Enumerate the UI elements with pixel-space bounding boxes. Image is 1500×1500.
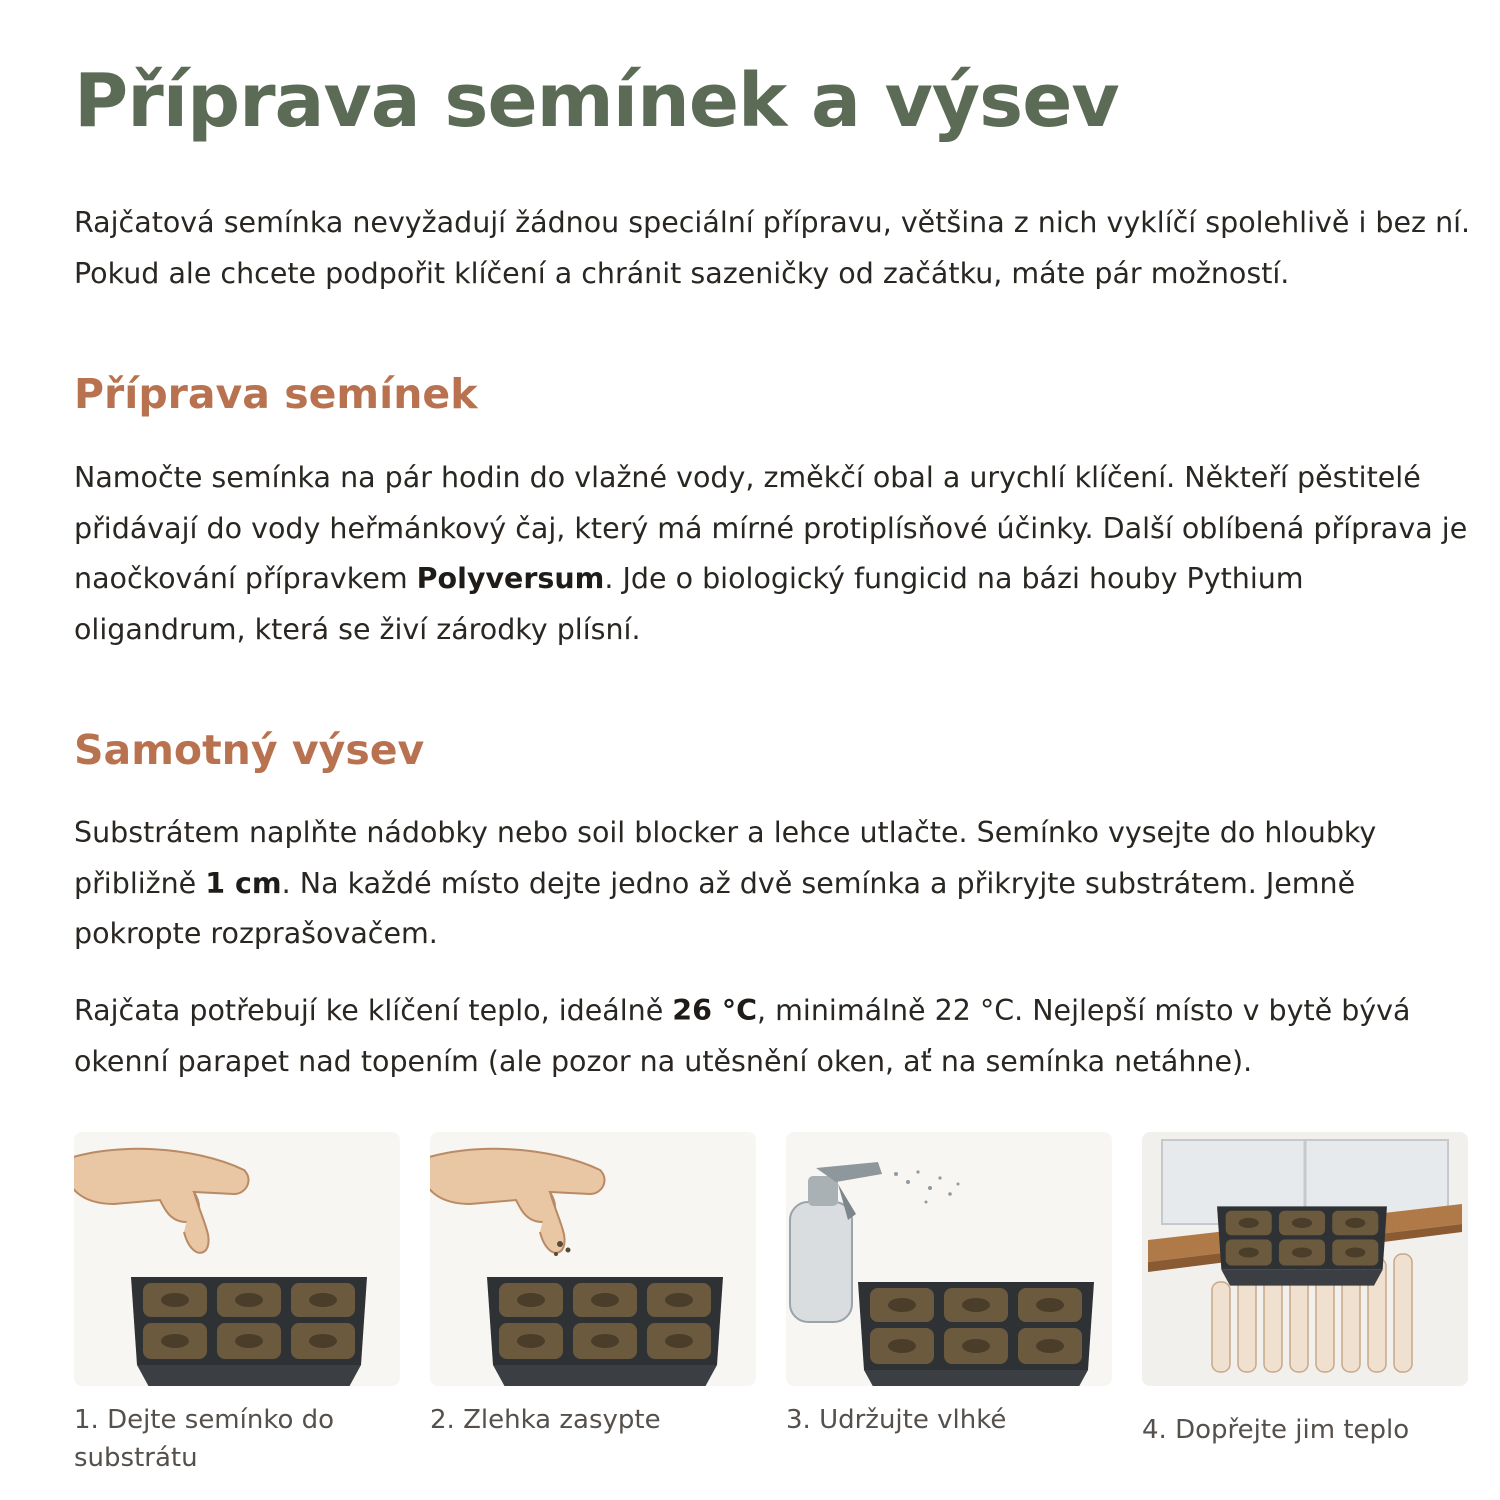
step-3-illustration [786, 1132, 1112, 1386]
product-name-highlight: Polyversum [416, 562, 605, 595]
step-3-caption: 3. Udržujte vlhké [786, 1405, 1007, 1435]
temperature-highlight: 26 °C [672, 994, 758, 1027]
sowing-depth-highlight: 1 cm [205, 866, 282, 900]
temperature-text-end: , minimálně 22 °C. Nejlepší místo v bytě bývá okenní parapet nad topením (ale pozor na utěsnění oken, ať na semínka netáhne). [74, 994, 1411, 1078]
seed-prep-paragraph [74, 453, 1474, 655]
step-4-illustration [1142, 1132, 1468, 1386]
step-4-caption: 4. Dopřejte jim teplo [1142, 1415, 1410, 1445]
step-1-illustration [74, 1132, 400, 1386]
sowing-paragraph-2 [74, 986, 1474, 1087]
seed-prep-text-start: Namočte semínka na pár hodin do vlažné vody, změkčí obal a urychlí klíčení. Někteří pěstitelé přidávají do vody heřmánkový čaj, který má mírné protiplísňové účinky. Další oblíbená příprava je naočkování přípravkem [74, 461, 1468, 595]
section-heading-seed-prep: Příprava semínek [74, 370, 478, 418]
sowing-text-end: . Na každé místo dejte jedno až dvě semínka a přikryjte substrátem. Jemně pokropte rozprašovačem. [74, 866, 1356, 950]
seed-prep-text-end: . Jde o biologický fungicid na bázi houby Pythium oligandrum, která se živí zárodky plísní. [74, 562, 1304, 646]
step-2-caption: 2. Zlehka zasypte [430, 1405, 661, 1435]
section-heading-sowing: Samotný výsev [74, 726, 425, 774]
hand-sowing-seed-icon [74, 1132, 400, 1386]
radiator-windowsill-icon [1142, 1132, 1468, 1386]
page-title: Příprava semínek a výsev [74, 58, 1119, 144]
sowing-text-start: Substrátem naplňte nádobky nebo soil blocker a lehce utlačte. Semínko vysejte do hloubky přibližně [74, 816, 1377, 900]
sowing-paragraph-1 [74, 808, 1474, 960]
spray-bottle-icon [786, 1132, 1112, 1386]
step-1-caption: 1. Dejte semínko do substrátu [74, 1405, 335, 1473]
step-2-illustration [430, 1132, 756, 1386]
intro-paragraph: Rajčatová semínka nevyžadují žádnou speciální přípravu, většina z nich vyklíčí spolehlivě i bez ní. Pokud ale chcete podpořit klíčení a chránit sazeničky od začátku, máte pár možností. [74, 206, 1471, 290]
hand-covering-seed-icon [430, 1132, 756, 1386]
temperature-text-start: Rajčata potřebují ke klíčení teplo, ideálně [74, 994, 673, 1027]
